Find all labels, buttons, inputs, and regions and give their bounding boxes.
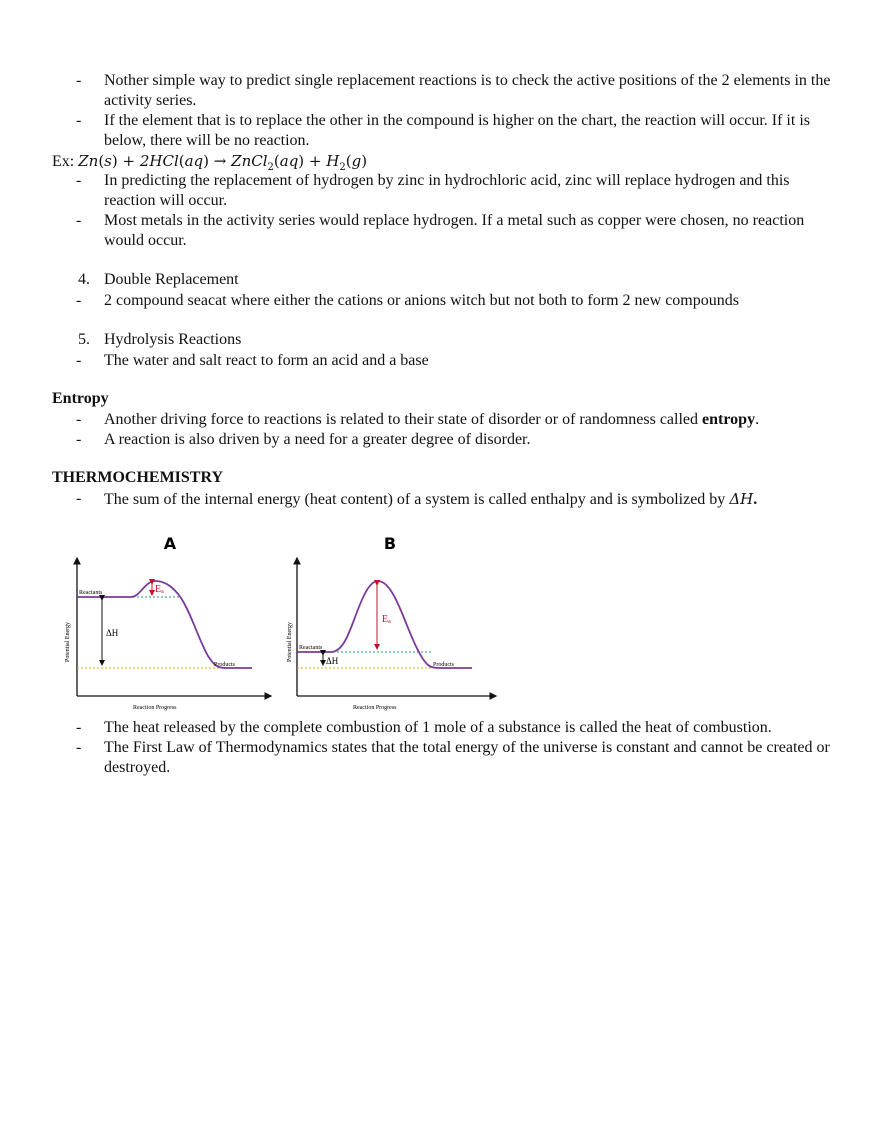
item-title-double-replacement: Double Replacement <box>104 271 239 288</box>
bullet-hydrolysis: The water and salt react to form an acid and a base <box>104 352 429 369</box>
diagram-a-reactants-label: Reactants <box>79 590 103 596</box>
diagram-a-delta-h-label: ΔH <box>106 628 119 638</box>
diagram-b-reactants-label: Reactants <box>299 645 323 651</box>
diagram-b-y-axis-label: Potential Energy <box>287 621 293 662</box>
diagram-a-label: A <box>163 534 177 553</box>
diagram-b-delta-h-label: ΔH <box>326 656 339 666</box>
bullet-dash: - <box>76 212 82 229</box>
heading-thermochemistry: THERMOCHEMISTRY <box>52 469 224 486</box>
diagram-b-label: B <box>383 534 397 553</box>
bullet-dash: - <box>76 172 82 189</box>
diagram-a-x-axis-label: Reaction Progress <box>133 705 177 711</box>
bullet-zinc-replaces: In predicting the replacement of hydrogen by zinc in hydrochloric acid, zinc will replace hydrogen and this reaction will occur. <box>104 172 790 209</box>
bullet-dash: - <box>76 72 82 89</box>
symbol-delta-h: ΔH <box>729 490 754 508</box>
diagram-b-x-axis-label: Reaction Progress <box>353 705 397 711</box>
bullet-dash: - <box>76 739 82 756</box>
item-number: 4. <box>78 271 90 288</box>
bullet-most-metals: Most metals in the activity series would replace hydrogen. If a metal such as copper were chosen, no reaction would occur. <box>104 212 805 249</box>
diagram-b-products-label: Products <box>433 662 454 668</box>
diagram-a-y-axis-label: Potential Energy <box>65 621 71 662</box>
bullet-dash: - <box>76 719 82 736</box>
bullet-dash: - <box>76 490 82 507</box>
bullet-entropy-definition: Another driving force to reactions is related to their state of disorder or of randomness called entropy. <box>104 411 760 428</box>
diagram-b <box>287 534 496 711</box>
term-entropy: entropy <box>702 411 756 428</box>
heading-entropy: Entropy <box>52 390 109 407</box>
bullet-heat-of-combustion: The heat released by the complete combustion of 1 mole of a substance is called the heat of combustion. <box>104 719 772 736</box>
bullet-dash: - <box>76 431 82 448</box>
example-prefix: Ex: <box>52 153 75 170</box>
diagram-a-products-label: Products <box>214 662 235 668</box>
diagram-b-ea-label: Eₐ <box>382 614 391 625</box>
bullet-first-law: The First Law of Thermodynamics states that the total energy of the universe is constant and cannot be created or destroyed. <box>104 739 830 776</box>
diagram-a-ea-label: Eₐ <box>155 584 164 595</box>
item-title-hydrolysis: Hydrolysis Reactions <box>104 331 242 348</box>
energy-diagrams-figure <box>56 528 516 714</box>
bullet-enthalpy: The sum of the internal energy (heat content) of a system is called enthalpy and is symbolized by ΔH. <box>104 490 758 508</box>
diagram-a <box>65 534 271 711</box>
bullet-double-replacement: 2 compound seacat where either the cations or anions witch but not both to form 2 new compounds <box>104 292 739 309</box>
bullet-higher-on-chart: If the element that is to replace the other in the compound is higher on the chart, the reaction will occur. If it is below, there will be no reaction. <box>104 112 810 149</box>
bullet-dash: - <box>76 292 82 309</box>
bullet-dash: - <box>76 411 82 428</box>
bullet-activity-positions: Nother simple way to predict single replacement reactions is to check the active positions of the 2 elements in the activity series. <box>104 72 831 109</box>
bullet-dash: - <box>76 112 82 129</box>
item-number: 5. <box>78 331 90 348</box>
bullet-dash: - <box>76 352 82 369</box>
example-equation: Zn(s) + 2HCl(aq) → ZnCl$_2$(aq) + $H_2(g)$ <box>78 152 368 173</box>
diagram-a-energy-curve <box>77 581 252 668</box>
bullet-entropy-disorder: A reaction is also driven by a need for a greater degree of disorder. <box>104 431 531 448</box>
